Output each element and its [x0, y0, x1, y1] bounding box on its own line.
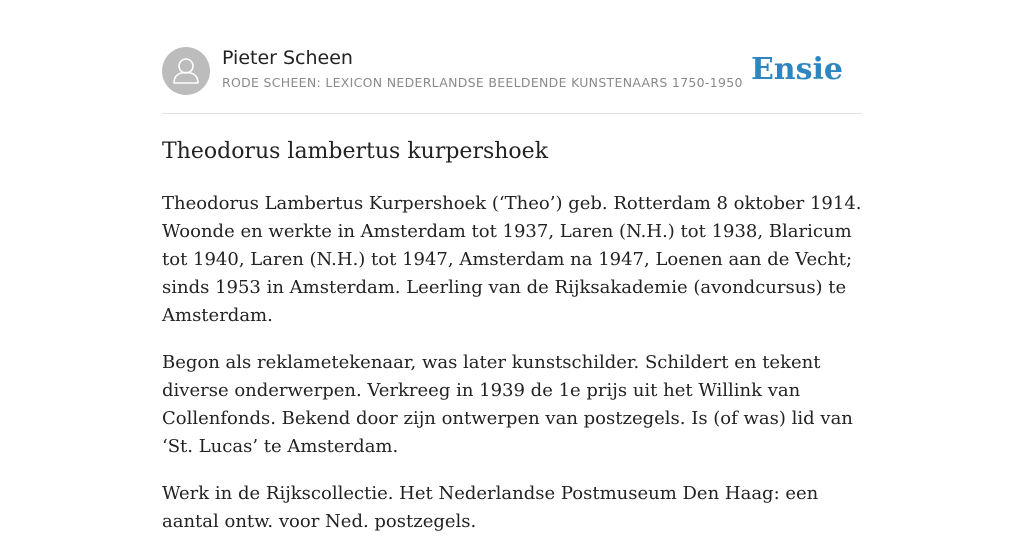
source-title[interactable]: RODE SCHEEN: LEXICON NEDERLANDSE BEELDENDE KUNSTENAARS 1750-1950	[222, 75, 743, 90]
article-paragraph: Werk in de Rijkscollectie. Het Nederlandse Postmuseum Den Haag: een aantal ontw. voor Ned. postzegels.	[162, 483, 819, 532]
header-divider	[162, 113, 862, 114]
article-title: Theodorus lambertus kurpershoek	[162, 139, 549, 164]
author-name[interactable]: Pieter Scheen	[222, 47, 353, 69]
article-page	[162, 0, 862, 532]
user-silhouette-icon	[162, 47, 210, 95]
article-header	[162, 46, 862, 96]
author-avatar[interactable]	[162, 47, 210, 95]
article-paragraph: Theodorus Lambertus Kurpershoek (‘Theo’) geb. Rotterdam 8 oktober 1914. Woonde en werkte in Amsterdam tot 1937, Laren (N.H.) tot 1938, Blaricum tot 1940, Laren (N.H.) tot 1947, Amsterdam na 1947, Loenen aan de Vecht; sinds 1953 in Amsterdam. Leerling van de Rijksakademie (avondcursus) te Amsterdam.	[162, 193, 862, 326]
ensie-logo[interactable]: Ensie	[750, 52, 843, 87]
article-body	[162, 190, 864, 555]
article-paragraph: Begon als reklametekenaar, was later kunstschilder. Schildert en tekent diverse onderwerpen. Verkreeg in 1939 de 1e prijs uit het Willink van Collenfonds. Bekend door zijn ontwerpen van postzegels. Is (of was) lid van ‘St. Lucas’ te Amsterdam.	[162, 352, 853, 457]
